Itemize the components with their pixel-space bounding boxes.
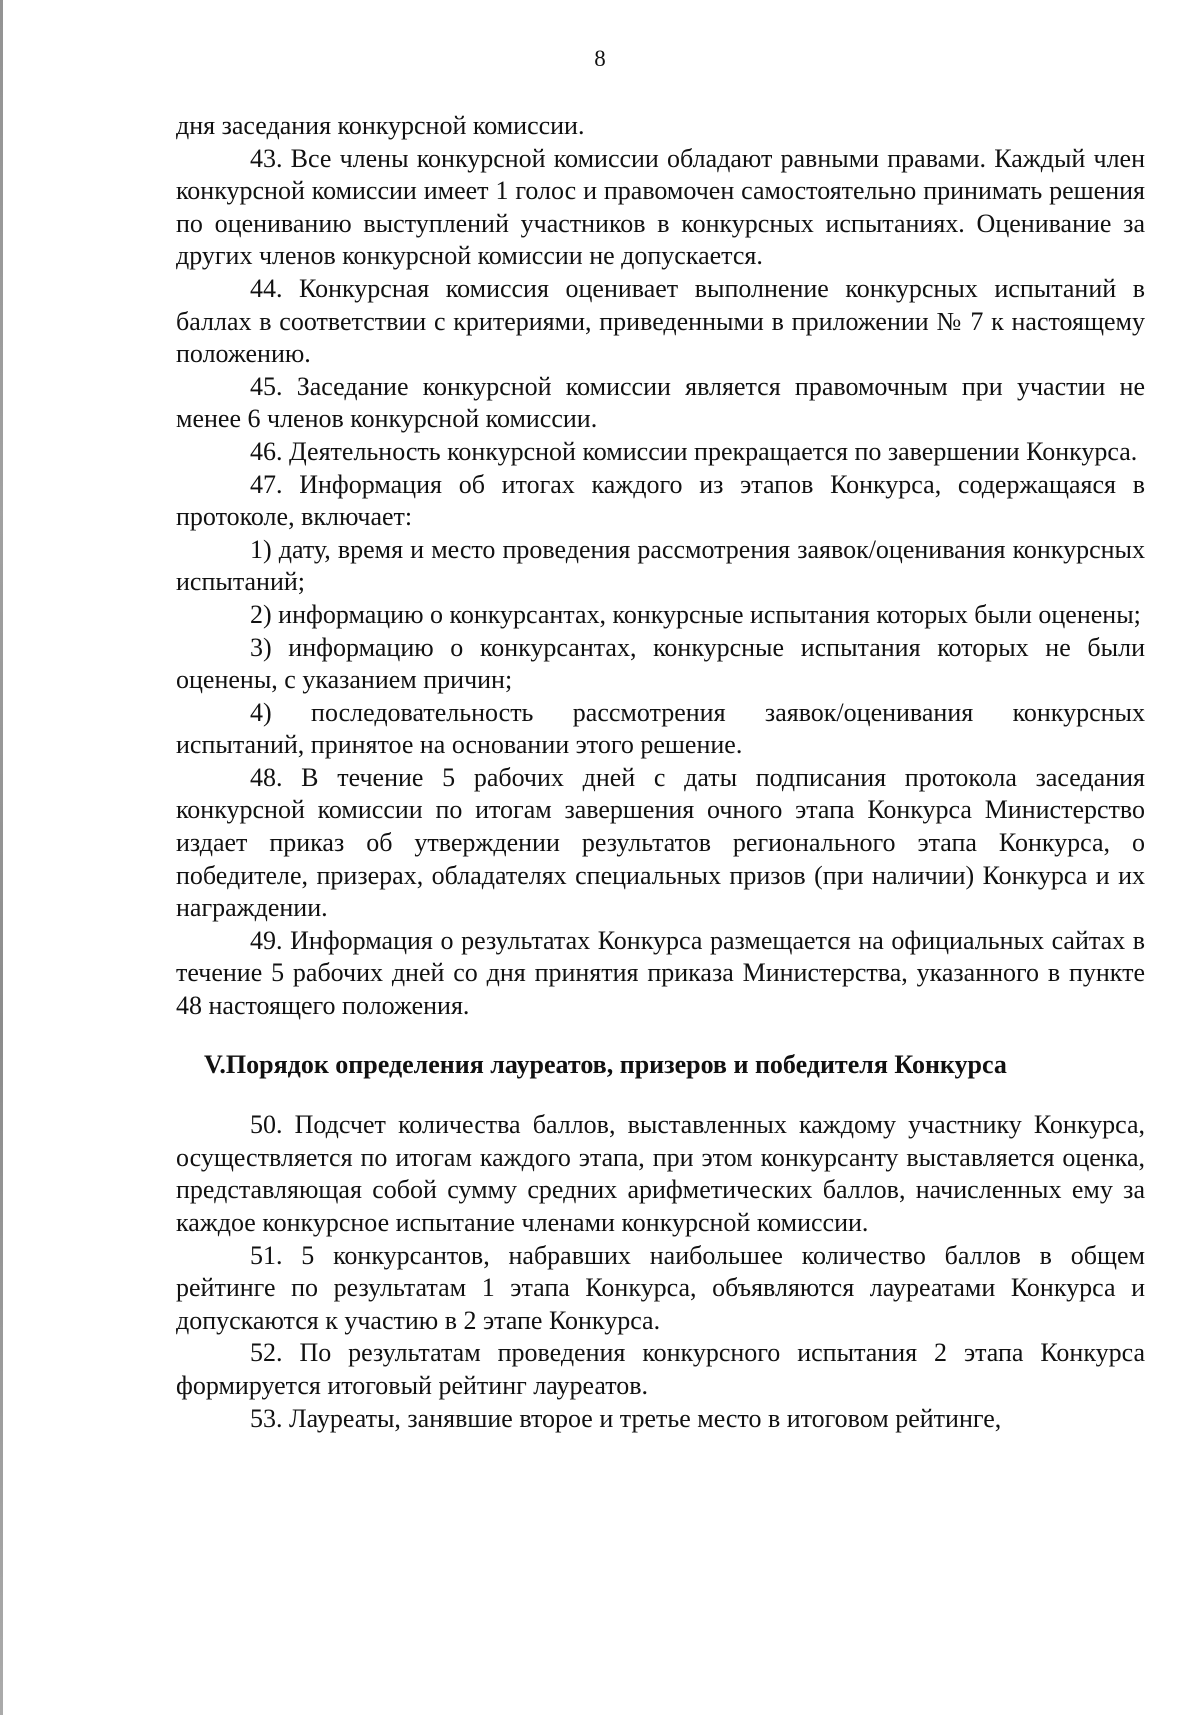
paragraph-52: 52. По результатам проведения конкурсного испытания 2 этапа Конкурса формируется итоговый рейтинг лауреатов. <box>176 1338 1145 1400</box>
list-item-1: 1) дату, время и место проведения рассмотрения заявок/оценивания конкурсных испытаний; <box>176 534 1145 597</box>
paragraph-44: 44. Конкурсная комиссия оценивает выполнение конкурсных испытаний в баллах в соответствии с критериями, приведенными в приложении № 7 к настоящему положению. <box>176 273 1145 369</box>
scan-edge-shadow <box>0 0 3 1715</box>
paragraph-45: 45. Заседание конкурсной комиссии является правомочным при участии не менее 6 членов конкурсной комиссии. <box>176 371 1145 434</box>
list-item-3: 3) информацию о конкурсантах, конкурсные испытания которых не были оценены, с указанием причин; <box>176 632 1145 695</box>
document-body <box>176 110 1145 1435</box>
section-heading: V.Порядок определения лауреатов, призеров и победителя Конкурса <box>204 1049 1007 1079</box>
paragraph-47: 47. Информация об итогах каждого из этапов Конкурса, содержащаяся в протоколе, включает: <box>176 469 1145 532</box>
paragraph-continuation: дня заседания конкурсной комиссии. <box>176 111 585 140</box>
page-number: 8 <box>594 46 606 71</box>
list-item-2: 2) информацию о конкурсантах, конкурсные испытания которых были оценены; <box>250 599 1141 629</box>
paragraph-50: 50. Подсчет количества баллов, выставленных каждому участнику Конкурса, осуществляется по итогам каждого этапа, при этом конкурсанту выставляется оценка, представляющая собой сумму средних арифметических баллов, начисленных ему за каждое конкурсное испытание членами конкурсной комиссии. <box>176 1110 1145 1237</box>
paragraph-51: 51. 5 конкурсантов, набравших наибольшее количество баллов в общем рейтинге по результатам 1 этапа Конкурса, объявляются лауреатами Конкурса и допускаются к участию в 2 этапе Конкурса. <box>176 1240 1145 1335</box>
paragraph-43: 43. Все члены конкурсной комиссии обладают равными правами. Каждый член конкурсной комиссии имеет 1 голос и правомочен самостоятельно принимать решения по оцениванию выступлений участников в конкурсных испытаниях. Оценивание за других членов конкурсной комиссии не допускается. <box>176 143 1145 271</box>
paragraph-48: 48. В течение 5 рабочих дней с даты подписания протокола заседания конкурсной комиссии по итогам завершения очного этапа Конкурса Министерство издает приказ об утверждении результатов регионального этапа Конкурса, о победителе, призерах, обладателях специальных призов (при наличии) Конкурса и их награждении. <box>176 762 1145 923</box>
paragraph-46: 46. Деятельность конкурсной комиссии прекращается по завершении Конкурса. <box>250 436 1138 466</box>
paragraph-49: 49. Информация о результатах Конкурса размещается на официальных сайтах в течение 5 рабочих дней со дня принятия приказа Министерства, указанного в пункте 48 настоящего положения. <box>176 925 1145 1021</box>
list-item-4: 4) последовательность рассмотрения заявок/оценивания конкурсных испытаний, принятое на основании этого решение. <box>176 697 1145 760</box>
paragraph-53: 53. Лауреаты, занявшие второе и третье место в итоговом рейтинге, <box>250 1403 1002 1433</box>
